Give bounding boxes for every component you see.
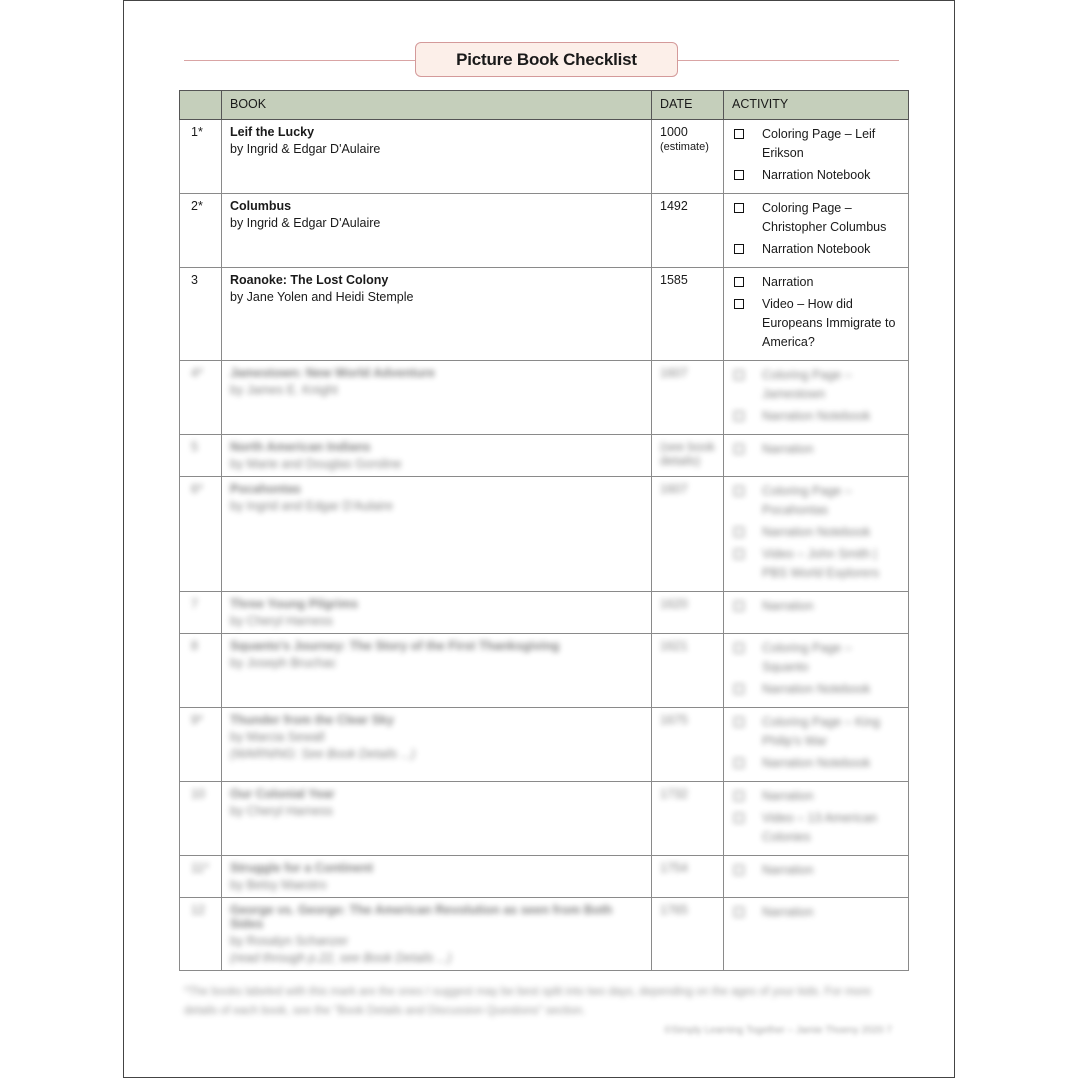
book-author: by Marcia Sewall <box>230 730 325 744</box>
activity-cell <box>724 477 909 592</box>
book-author: by Ingrid & Edgar D'Aulaire <box>230 216 381 230</box>
footnote: *The books labeled with this mark are the ones I suggest may be best split into two days, depending on the ages of your kids. For more details of each book, see the "Book Details and Discussion Questions" section. <box>184 986 872 1017</box>
activity-item <box>732 639 900 677</box>
book-author: by Ingrid and Edgar D'Aulaire <box>230 499 393 513</box>
activity-cell <box>724 634 909 708</box>
book-cell <box>222 708 652 782</box>
book-cell <box>222 120 652 194</box>
checkbox-icon[interactable] <box>734 129 744 139</box>
activity-list <box>732 482 900 583</box>
activity-label: Coloring Page – Jamestown <box>762 368 852 401</box>
date-cell <box>652 898 724 971</box>
activity-item <box>732 597 900 616</box>
activity-item <box>732 166 900 185</box>
book-title: Roanoke: The Lost Colony <box>230 273 389 287</box>
checkbox-icon[interactable] <box>734 170 744 180</box>
page-footer: ©Simply Learning Together – Jamie Thoeny 2020 7 <box>664 1025 892 1036</box>
header-num <box>180 91 222 120</box>
activity-cell <box>724 782 909 856</box>
activity-item <box>732 754 900 773</box>
activity-cell <box>724 120 909 194</box>
book-title: Our Colonial Year <box>230 787 335 801</box>
date-cell <box>652 120 724 194</box>
page-title: Picture Book Checklist <box>415 42 678 77</box>
row-number: 8 <box>180 634 222 708</box>
table-header-row <box>180 91 909 120</box>
activity-label: Narration <box>762 442 814 456</box>
table-row <box>180 194 909 268</box>
book-title: Pocahontas <box>230 482 301 496</box>
activity-item <box>732 523 900 542</box>
table-row <box>180 782 909 856</box>
row-number: 5 <box>180 435 222 477</box>
activity-label: Narration Notebook <box>762 756 871 770</box>
checkbox-icon[interactable] <box>734 717 744 727</box>
row-number: 6* <box>180 477 222 592</box>
date-cell <box>652 361 724 435</box>
activity-list <box>732 440 900 459</box>
date-value: 1732 <box>660 787 688 801</box>
activity-label: Coloring Page – Christopher Columbus <box>762 201 887 234</box>
activity-label: Narration Notebook <box>762 682 871 696</box>
book-title: Thunder from the Clear Sky <box>230 713 394 727</box>
checkbox-icon[interactable] <box>734 444 744 454</box>
document-page <box>123 0 955 1078</box>
date-cell <box>652 782 724 856</box>
activity-item <box>732 787 900 806</box>
activity-label: Narration <box>762 905 814 919</box>
activity-list <box>732 713 900 773</box>
activity-item <box>732 903 900 922</box>
activity-list <box>732 125 900 185</box>
date-value: 1000 <box>660 125 688 139</box>
book-cell <box>222 194 652 268</box>
activity-item <box>732 440 900 459</box>
row-number: 11* <box>180 856 222 898</box>
book-title: Columbus <box>230 199 292 213</box>
date-cell <box>652 435 724 477</box>
activity-label: Narration Notebook <box>762 242 871 256</box>
activity-label: Narration Notebook <box>762 409 871 423</box>
checkbox-icon[interactable] <box>734 813 744 823</box>
activity-label: Coloring Page – Leif Erikson <box>762 127 876 160</box>
date-cell <box>652 592 724 634</box>
date-value: 1607 <box>660 366 688 380</box>
row-number: 10 <box>180 782 222 856</box>
book-cell <box>222 592 652 634</box>
activity-label: Coloring Page – Squanto <box>762 641 852 674</box>
table-row <box>180 268 909 361</box>
date-cell <box>652 477 724 592</box>
book-cell <box>222 268 652 361</box>
date-value: 1754 <box>660 861 688 875</box>
activity-label: Video – John Smith | PBS World Explorers <box>762 547 880 580</box>
activity-item <box>732 273 900 292</box>
activity-list <box>732 597 900 616</box>
activity-cell <box>724 435 909 477</box>
date-note: (estimate) <box>660 141 709 153</box>
activity-label: Narration <box>762 789 814 803</box>
table-row <box>180 708 909 782</box>
checkbox-icon[interactable] <box>734 370 744 380</box>
book-title: Three Young Pilgrims <box>230 597 359 611</box>
checkbox-icon[interactable] <box>734 865 744 875</box>
date-value: 1585 <box>660 273 688 287</box>
activity-item <box>732 809 900 847</box>
book-cell <box>222 361 652 435</box>
book-note: (read through p.22, see Book Details ...) <box>230 951 452 965</box>
date-value: 1675 <box>660 713 688 727</box>
checkbox-icon[interactable] <box>734 299 744 309</box>
table-row <box>180 435 909 477</box>
book-author: by Jane Yolen and Heidi Stemple <box>230 290 414 304</box>
activity-label: Narration Notebook <box>762 525 871 539</box>
activity-item <box>732 680 900 699</box>
activity-list <box>732 903 900 922</box>
book-author: by Joseph Bruchac <box>230 656 337 670</box>
activity-item <box>732 407 900 426</box>
date-cell <box>652 268 724 361</box>
row-number: 9* <box>180 708 222 782</box>
activity-list <box>732 366 900 426</box>
checkbox-icon[interactable] <box>734 203 744 213</box>
book-title: George vs. George: The American Revolution as seen from Both Sides <box>230 903 613 931</box>
activity-item <box>732 366 900 404</box>
activity-item <box>732 240 900 259</box>
book-title: North American Indians <box>230 440 371 454</box>
activity-cell <box>724 194 909 268</box>
date-value: 1492 <box>660 199 688 213</box>
date-value: 1607 <box>660 482 688 496</box>
activity-cell <box>724 361 909 435</box>
book-title: Struggle for a Continent <box>230 861 374 875</box>
date-value: (see book details) <box>660 440 715 468</box>
row-number: 12 <box>180 898 222 971</box>
activity-label: Coloring Page – King Philip's War <box>762 715 881 748</box>
book-title: Leif the Lucky <box>230 125 315 139</box>
book-cell <box>222 634 652 708</box>
book-author: by James E. Knight <box>230 383 338 397</box>
checkbox-icon[interactable] <box>734 277 744 287</box>
date-cell <box>652 634 724 708</box>
checkbox-icon[interactable] <box>734 486 744 496</box>
activity-label: Narration Notebook <box>762 168 871 182</box>
activity-label: Narration <box>762 275 814 289</box>
activity-cell <box>724 856 909 898</box>
header-date: DATE <box>652 91 724 120</box>
checkbox-icon[interactable] <box>734 601 744 611</box>
row-number: 1* <box>180 120 222 194</box>
activity-item <box>732 199 900 237</box>
activity-label: Narration <box>762 599 814 613</box>
checkbox-icon[interactable] <box>734 244 744 254</box>
book-cell <box>222 477 652 592</box>
table-row <box>180 634 909 708</box>
checkbox-icon[interactable] <box>734 758 744 768</box>
book-title: Jamestown: New World Adventure <box>230 366 435 380</box>
activity-item <box>732 125 900 163</box>
row-number: 2* <box>180 194 222 268</box>
date-cell <box>652 708 724 782</box>
activity-cell <box>724 592 909 634</box>
activity-label: Video – How did Europeans Immigrate to America? <box>762 297 896 349</box>
checkbox-icon[interactable] <box>734 549 744 559</box>
book-author: by Cheryl Harness <box>230 804 333 818</box>
activity-item <box>732 861 900 880</box>
date-value: 1765 <box>660 903 688 917</box>
checkbox-icon[interactable] <box>734 684 744 694</box>
activity-list <box>732 861 900 880</box>
activity-item <box>732 713 900 751</box>
checkbox-icon[interactable] <box>734 907 744 917</box>
header-activity: ACTIVITY <box>724 91 909 120</box>
activity-label: Narration <box>762 863 814 877</box>
book-cell <box>222 856 652 898</box>
activity-label: Coloring Page – Pocahontas <box>762 484 852 517</box>
book-author: by Cheryl Harness <box>230 614 333 628</box>
table-row <box>180 856 909 898</box>
checkbox-icon[interactable] <box>734 791 744 801</box>
table-row <box>180 361 909 435</box>
checkbox-icon[interactable] <box>734 527 744 537</box>
book-author: by Marie and Douglas Gorsline <box>230 457 402 471</box>
activity-item <box>732 295 900 352</box>
book-author: by Ingrid & Edgar D'Aulaire <box>230 142 381 156</box>
activity-list <box>732 273 900 352</box>
table-row <box>180 592 909 634</box>
activity-item <box>732 545 900 583</box>
table-row <box>180 477 909 592</box>
activity-cell <box>724 708 909 782</box>
book-cell <box>222 898 652 971</box>
activity-cell <box>724 268 909 361</box>
activity-cell <box>724 898 909 971</box>
row-number: 4* <box>180 361 222 435</box>
table-row <box>180 120 909 194</box>
book-title: Squanto's Journey: The Story of the First Thanksgiving <box>230 639 560 653</box>
activity-list <box>732 787 900 847</box>
activity-item <box>732 482 900 520</box>
date-cell <box>652 856 724 898</box>
table-row <box>180 898 909 971</box>
book-author: by Rosalyn Schanzer <box>230 934 349 948</box>
row-number: 7 <box>180 592 222 634</box>
book-note: (WARNING: See Book Details ...) <box>230 747 416 761</box>
checkbox-icon[interactable] <box>734 411 744 421</box>
date-value: 1620 <box>660 597 688 611</box>
row-number: 3 <box>180 268 222 361</box>
checkbox-icon[interactable] <box>734 643 744 653</box>
date-cell <box>652 194 724 268</box>
activity-list <box>732 639 900 699</box>
date-value: 1621 <box>660 639 688 653</box>
book-cell <box>222 782 652 856</box>
book-cell <box>222 435 652 477</box>
activity-label: Video – 13 American Colonies <box>762 811 878 844</box>
header-book: BOOK <box>222 91 652 120</box>
activity-list <box>732 199 900 259</box>
book-author: by Betsy Maestro <box>230 878 327 892</box>
checklist-table <box>179 90 909 971</box>
